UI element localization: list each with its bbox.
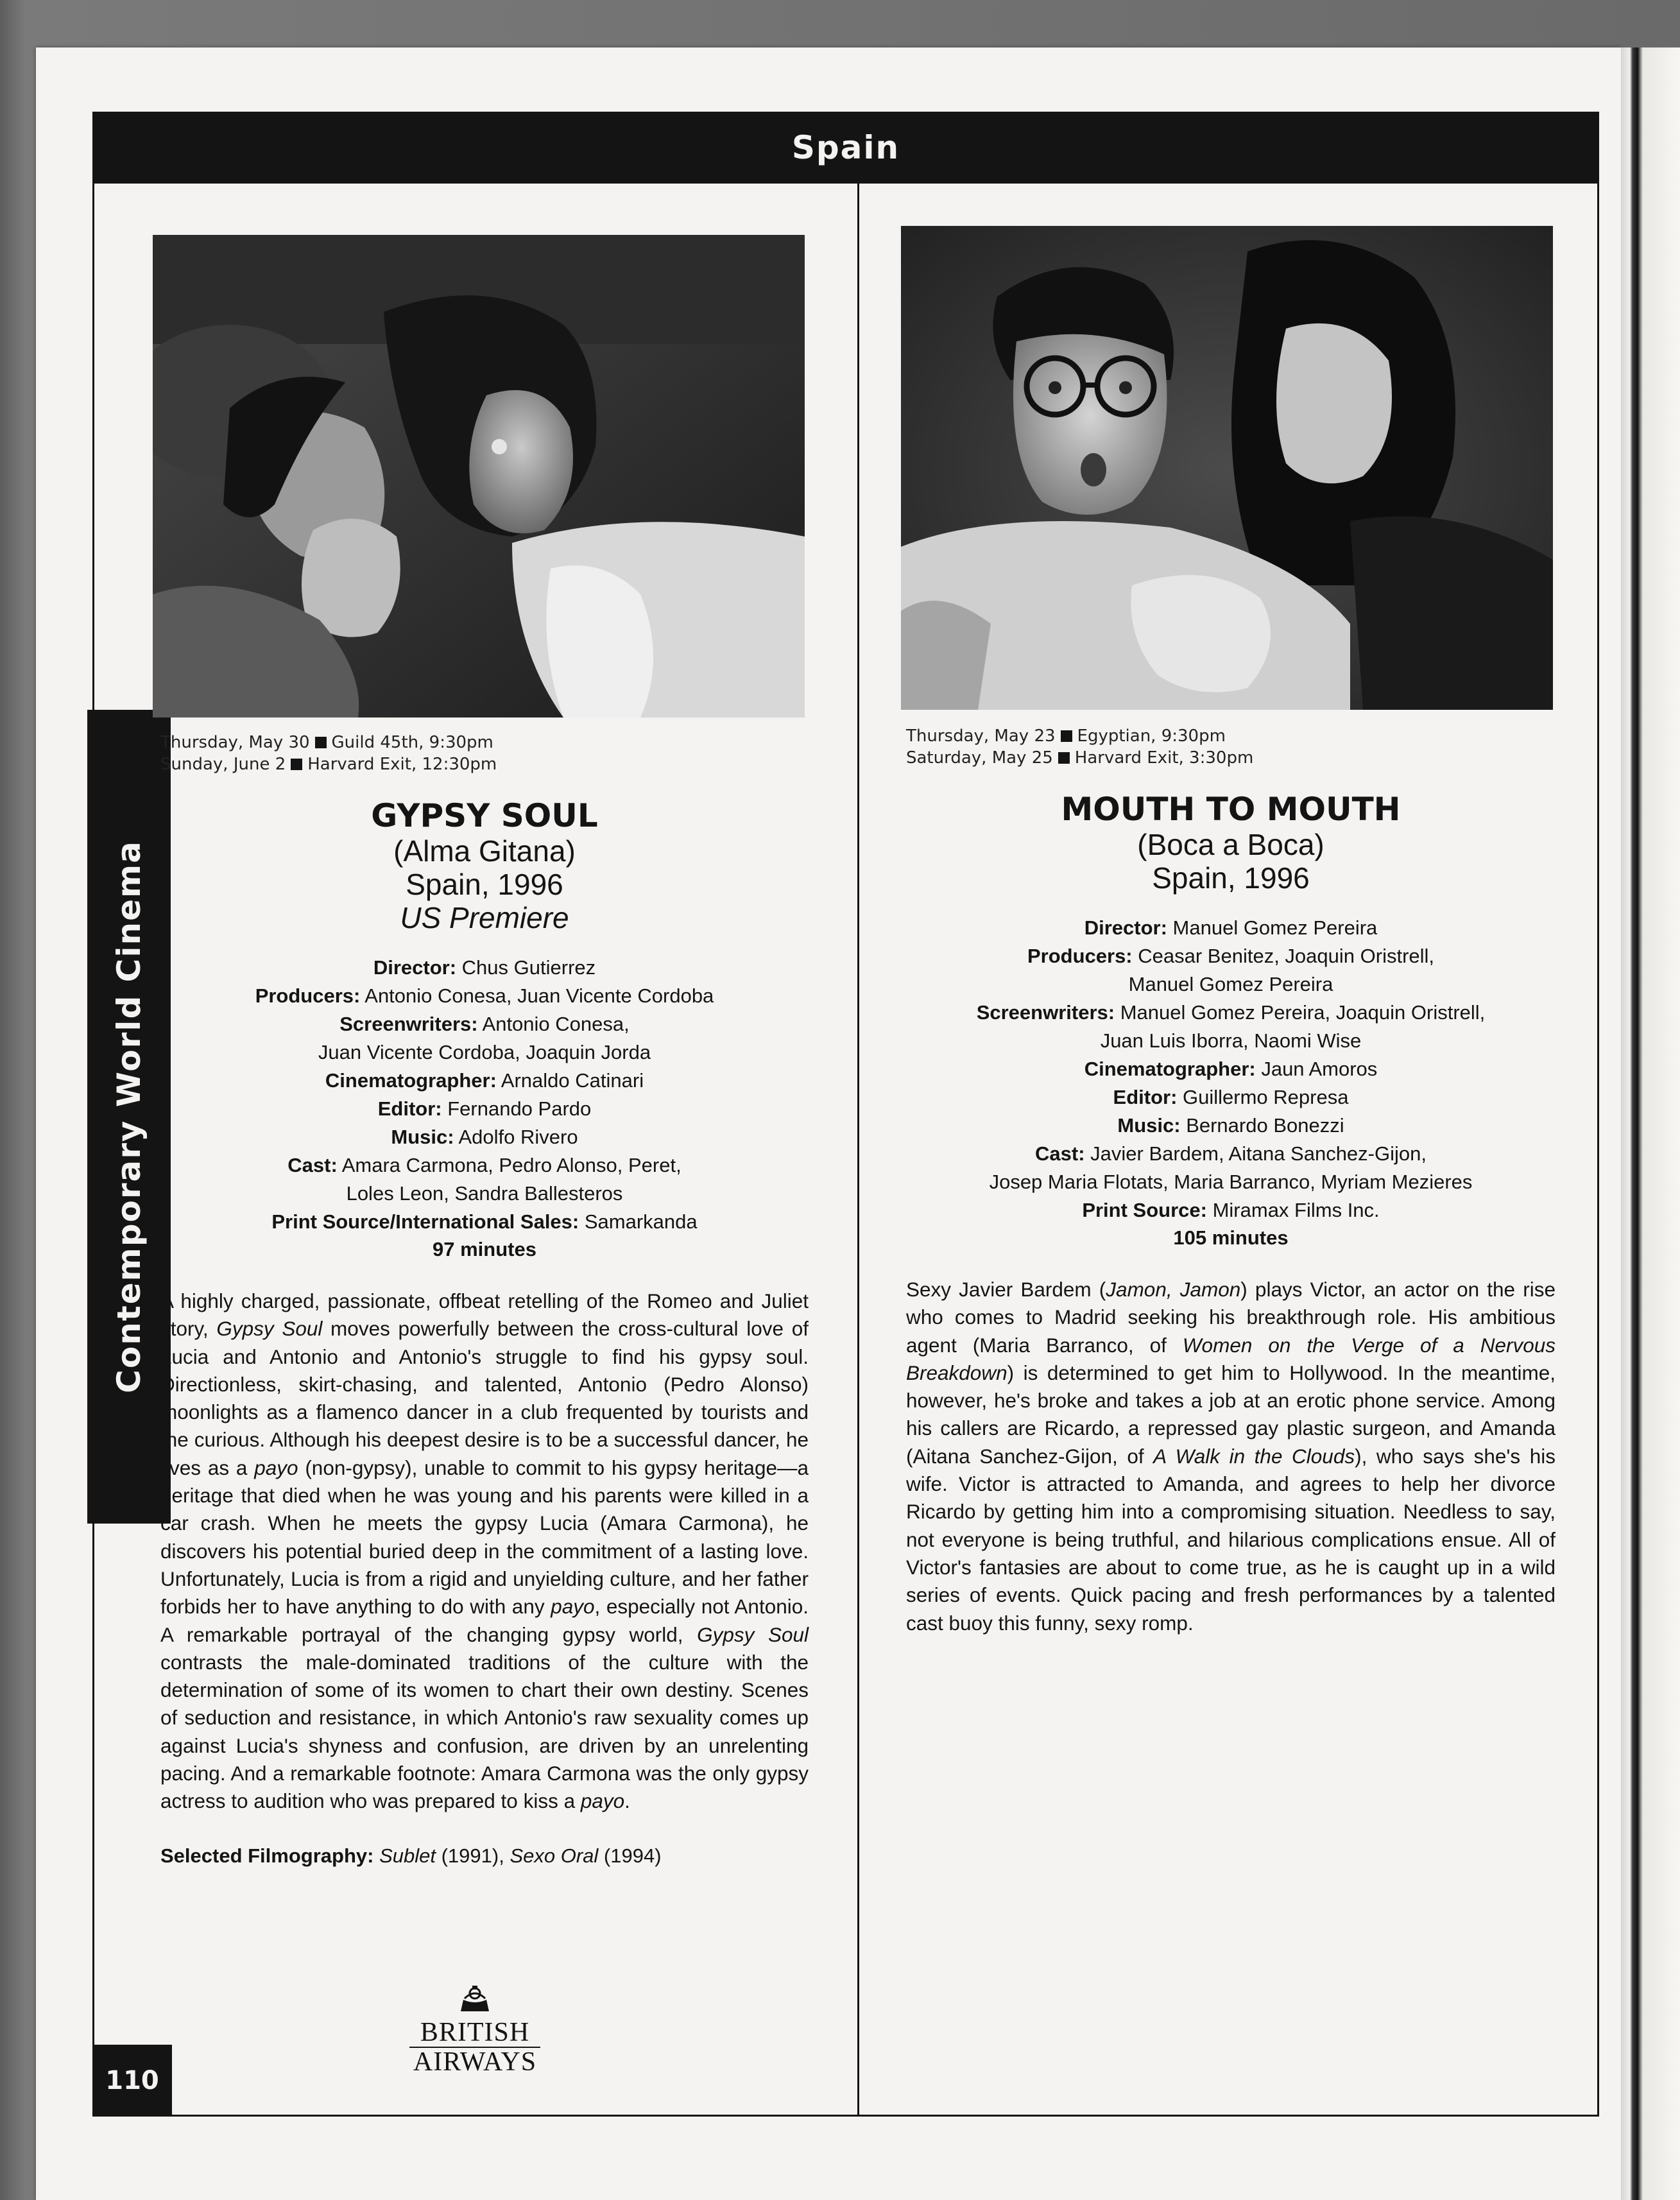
section-banner xyxy=(92,112,1599,184)
text-run: (non-gypsy), unable to commit to his gypsy heritage—a heritage that died when he was young and his parents were killed in a car crash. When he meets the gypsy Lucia (Amara Carmona), he discovers his potential buried deep in the commitment of a lasting love. Unfortunately, Lucia is from a rigid and unyielding culture, and her father forbids her to have anything to do with any xyxy=(160,1456,809,1619)
italic-title: Sublet xyxy=(379,1844,436,1867)
credit-row xyxy=(160,1180,809,1208)
credit-row xyxy=(160,1151,809,1180)
credit-label: Music: xyxy=(391,1126,454,1148)
credit-row xyxy=(906,1168,1556,1196)
text-run: ) is determined to get him to Hollywood. In the meantime, however, he's broke and takes a job at an erotic phone service. Among his callers are Ricardo, a repressed gay plastic surgeon, and Amanda (Aitana Sanchez-Gijon, of xyxy=(906,1361,1556,1468)
text-run: ), who says she's his wife. Victor is attracted to Amanda, and agrees to help her divorce Ricardo by getting him into a compromising situation. Needless to say, not everyone is being truthful, and hilarious complications ensue. All of Victor's fantasies are about to come true, as he is caught up in a wild series of events. Quick pacing and fresh performances by a talented cast buoy this funny, sexy romp. xyxy=(906,1444,1556,1635)
showtime-day: Thursday, May 30 xyxy=(160,733,310,752)
text-run: ) plays Victor, an actor on the rise who comes to Madrid seeking his breakthrough role. His ambitious agent (Maria Barranco, of xyxy=(906,1278,1556,1357)
showtime-venue: Egyptian, 9:30pm xyxy=(1077,726,1226,746)
showtimes xyxy=(160,732,809,775)
text-run: moves powerfully between the cross-cultural love of Lucia and Antonio and Antonio's struggle to find his gypsy soul. Directionless, skirt-chasing, and talented, Antonio (Pedro Alonso) moonlights as a flamenco dancer in a club frequented by tourists and the curious. Although his deepest desire is to be a successful dancer, he lives as a xyxy=(160,1317,809,1479)
credit-row xyxy=(160,982,809,1010)
film-still-gypsy-soul xyxy=(153,235,805,718)
credit-value: Chus Gutierrez xyxy=(461,956,596,979)
text-run: (1994) xyxy=(598,1844,662,1867)
credit-value: Josep Maria Flotats, Maria Barranco, Myriam Mezieres xyxy=(989,1171,1473,1193)
bullet-square-icon xyxy=(291,759,302,770)
filmography-list xyxy=(379,1844,661,1867)
country-year: Spain, 1996 xyxy=(406,868,563,901)
credit-row xyxy=(906,970,1556,999)
credit-value: Bernardo Bonezzi xyxy=(1186,1114,1344,1137)
credit-row xyxy=(160,1010,809,1038)
credit-row xyxy=(906,999,1556,1027)
sponsor-logo xyxy=(398,1986,552,2088)
section-title: Contemporary World Cinema xyxy=(110,840,148,1393)
credit-row xyxy=(906,1083,1556,1112)
showtime-row xyxy=(160,753,809,775)
credit-label: Editor: xyxy=(1113,1086,1178,1108)
italic-title: payo xyxy=(551,1595,595,1619)
showtime-venue: Harvard Exit, 12:30pm xyxy=(307,755,497,774)
credit-label: Director: xyxy=(1084,916,1167,939)
filmography xyxy=(160,1843,809,1869)
showtime-row xyxy=(906,725,1556,747)
italic-title: Gypsy Soul xyxy=(216,1317,323,1341)
credit-value: Manuel Gomez Pereira, Joaquin Oristrell, xyxy=(1120,1001,1486,1024)
showtimes xyxy=(906,725,1556,769)
page-edge xyxy=(1621,47,1680,2200)
italic-title: payo xyxy=(254,1456,298,1479)
film-still-mouth-to-mouth xyxy=(901,226,1553,710)
credit-label: Music: xyxy=(1117,1114,1181,1137)
runtime: 105 minutes xyxy=(1173,1226,1289,1249)
film-title: GYPSY SOUL xyxy=(371,797,598,834)
filmography-label: Selected Filmography: xyxy=(160,1844,374,1867)
credit-row xyxy=(160,1208,809,1236)
showtime-venue: Harvard Exit, 3:30pm xyxy=(1074,748,1254,768)
credit-row xyxy=(906,942,1556,970)
credit-value: Amara Carmona, Pedro Alonso, Peret, xyxy=(341,1154,681,1176)
text-run: . xyxy=(624,1789,630,1813)
synopsis xyxy=(906,1276,1556,1637)
showtime-venue: Guild 45th, 9:30pm xyxy=(331,733,493,752)
credit-label: Editor: xyxy=(377,1097,442,1120)
page-number: 110 xyxy=(105,2066,159,2095)
showtime-day: Sunday, June 2 xyxy=(160,755,286,774)
left-film-column xyxy=(160,732,809,1869)
credit-row xyxy=(160,1095,809,1123)
credit-row xyxy=(906,1140,1556,1168)
synopsis xyxy=(160,1287,809,1816)
credit-label: Print Source: xyxy=(1082,1199,1207,1221)
credit-label: Cast: xyxy=(1035,1142,1085,1165)
text-run: (1991), xyxy=(436,1844,510,1867)
credit-row xyxy=(160,1067,809,1095)
credit-label: Print Source/International Sales: xyxy=(271,1210,579,1233)
credit-row xyxy=(906,914,1556,942)
sponsor-name-line1: BRITISH xyxy=(420,2018,530,2047)
column-divider xyxy=(857,184,859,2117)
credit-value: Juan Vicente Cordoba, Joaquin Jorda xyxy=(318,1041,651,1063)
credit-row xyxy=(160,1123,809,1151)
credit-label: Screenwriters: xyxy=(976,1001,1115,1024)
original-title: (Alma Gitana) xyxy=(393,834,576,868)
credit-label: Cast: xyxy=(287,1154,338,1176)
credit-row xyxy=(906,1196,1556,1225)
original-title: (Boca a Boca) xyxy=(1137,828,1324,861)
credit-row xyxy=(906,1027,1556,1055)
runtime: 97 minutes xyxy=(433,1238,536,1260)
credit-value: Loles Leon, Sandra Ballesteros xyxy=(346,1182,623,1205)
credit-value: Antonio Conesa, Juan Vicente Cordoba xyxy=(364,984,714,1007)
text-run: , especially not Antonio. A remarkable portrayal of the changing gypsy world, xyxy=(160,1595,809,1646)
crest-icon xyxy=(456,1986,494,2015)
credit-value: Manuel Gomez Pereira xyxy=(1128,973,1333,995)
italic-title: Women on the Verge of a Nervous Breakdown xyxy=(906,1333,1556,1384)
premiere-label: US Premiere xyxy=(400,901,569,934)
credit-value: Arnaldo Catinari xyxy=(501,1069,644,1092)
credit-value: Jaun Amoros xyxy=(1261,1058,1378,1080)
credit-value: Manuel Gomez Pereira xyxy=(1172,916,1378,939)
credits-list xyxy=(906,914,1556,1225)
showtime-row xyxy=(906,747,1556,769)
credit-label: Cinematographer: xyxy=(1084,1058,1256,1080)
credit-value: Miramax Films Inc. xyxy=(1212,1199,1380,1221)
text-run: A highly charged, passionate, offbeat retelling of the Romeo and Juliet story, xyxy=(160,1289,809,1341)
country-heading: Spain xyxy=(791,129,900,166)
showtime-day: Saturday, May 25 xyxy=(906,748,1053,768)
credit-row xyxy=(906,1112,1556,1140)
credit-value: Ceasar Benitez, Joaquin Oristrell, xyxy=(1138,945,1435,967)
text-run: contrasts the male-dominated traditions of the culture with the determination of some of its women to chart their own destiny. Scenes of seduction and resistance, in which Antonio's raw sexuality comes up against Lucia's shyness and confusion, are driven by an unrelenting pacing. And a remarkable footnote: Amara Carmona was the only gypsy actress to audition who was prepared to kiss a xyxy=(160,1650,809,1813)
section-sidebar xyxy=(87,710,171,1524)
credit-value: Guillermo Represa xyxy=(1183,1086,1349,1108)
bullet-square-icon xyxy=(315,737,327,748)
credit-label: Screenwriters: xyxy=(339,1013,478,1035)
italic-title: Sexo Oral xyxy=(510,1844,599,1867)
italic-title: payo xyxy=(580,1789,625,1813)
country-year: Spain, 1996 xyxy=(1152,861,1310,895)
credit-row xyxy=(160,954,809,982)
credit-label: Director: xyxy=(373,956,457,979)
credit-value: Fernando Pardo xyxy=(447,1097,592,1120)
credit-value: Javier Bardem, Aitana Sanchez-Gijon, xyxy=(1090,1142,1427,1165)
showtime-day: Thursday, May 23 xyxy=(906,726,1056,746)
text-run: Sexy Javier Bardem ( xyxy=(906,1278,1106,1301)
showtime-row xyxy=(160,732,809,753)
italic-title: Gypsy Soul xyxy=(697,1622,809,1646)
bullet-square-icon xyxy=(1061,730,1072,742)
credit-label: Cinematographer: xyxy=(325,1069,497,1092)
credit-label: Producers: xyxy=(1027,945,1133,967)
page-number-box xyxy=(92,2045,172,2117)
credit-row xyxy=(160,1038,809,1067)
bullet-square-icon xyxy=(1058,752,1070,764)
credit-row xyxy=(906,1055,1556,1083)
credits-list xyxy=(160,954,809,1236)
sponsor-name-line2: AIRWAYS xyxy=(409,2047,540,2076)
right-film-column xyxy=(906,725,1556,1637)
credit-value: Juan Luis Iborra, Naomi Wise xyxy=(1100,1029,1362,1052)
italic-title: Jamon, Jamon xyxy=(1106,1278,1241,1301)
credit-label: Producers: xyxy=(255,984,361,1007)
credit-value: Antonio Conesa, xyxy=(482,1013,630,1035)
film-title: MOUTH TO MOUTH xyxy=(1061,791,1401,828)
italic-title: A Walk in the Clouds xyxy=(1153,1444,1355,1468)
credit-value: Samarkanda xyxy=(584,1210,698,1233)
credit-value: Adolfo Rivero xyxy=(458,1126,578,1148)
